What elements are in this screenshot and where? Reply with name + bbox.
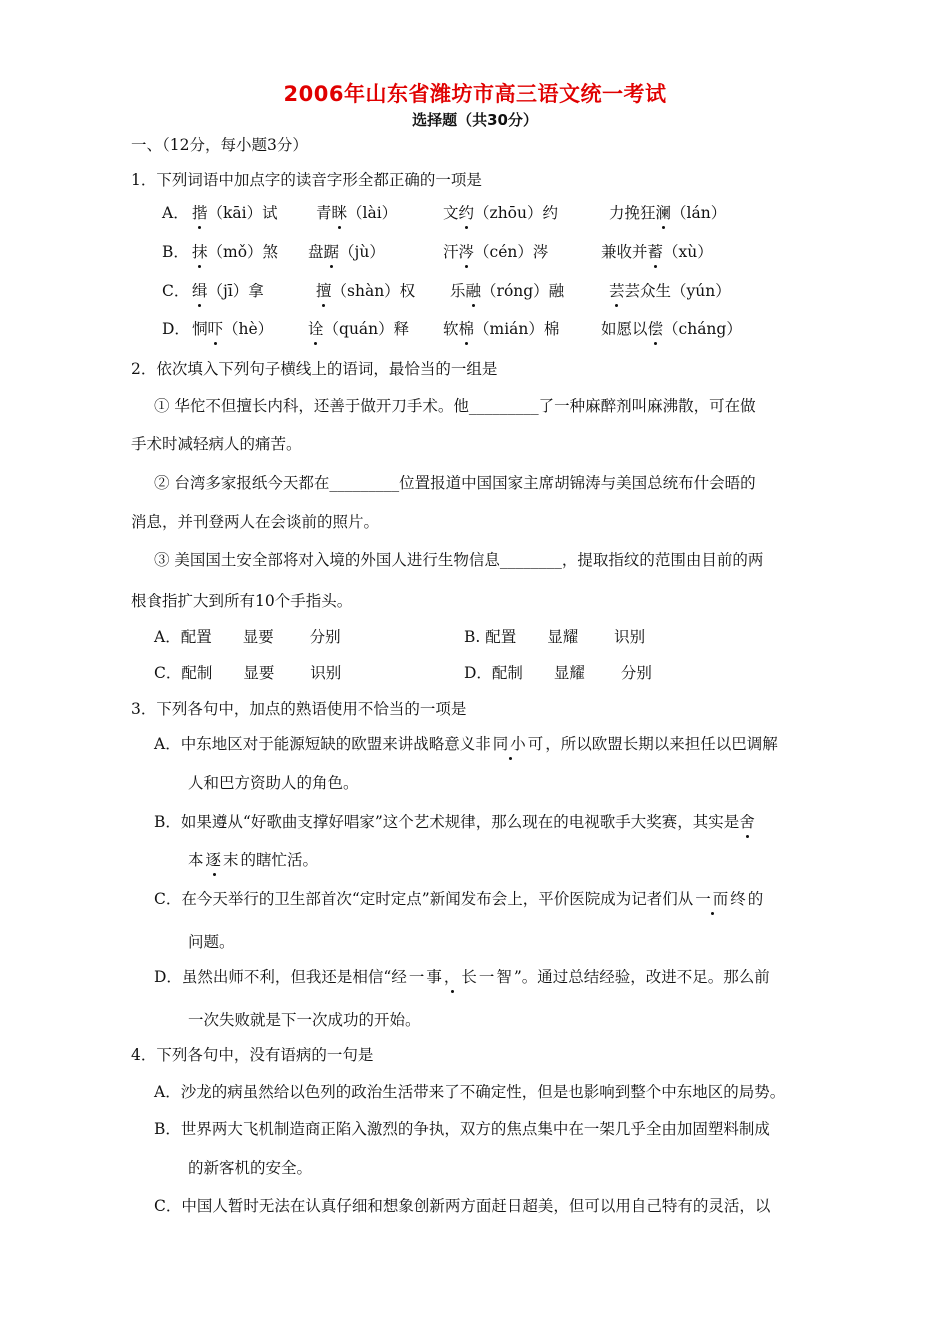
section-subtitle: 选择题（共30分） [412, 111, 538, 129]
q1-option-c-word-3: 乐融（róng）融 [450, 282, 565, 300]
q1-option-a-word-4: 力挽狂澜（lán） [609, 204, 727, 222]
q1-option-b-word-1: 抹（mǒ）煞 [192, 243, 279, 261]
q1-option-b-word-3: 汗涔（cén）涔 [443, 243, 549, 261]
question-4-stem: 4．下列各句中，没有语病的一句是 [131, 1046, 374, 1064]
q2-sentence-2-cont: 消息，并刊登两人在会谈前的照片。 [131, 513, 380, 531]
q1-option-d-word-4: 如愿以偿（cháng） [601, 320, 742, 338]
q1-option-b-word-4: 兼收并蓄（xù） [601, 243, 713, 261]
q1-option-a-label: A． [162, 204, 189, 222]
exam-title: 2006年山东省潍坊市高三语文统一考试 [283, 82, 667, 106]
q3-option-a-cont: 人和巴方资助人的角色。 [188, 774, 359, 792]
q1-option-d-word-2: 诠（quán）释 [308, 320, 410, 338]
q1-option-b-word-2: 盘踞（jù） [308, 243, 385, 261]
q2-sentence-2: ② 台湾多家报纸今天都在_________位置报道中国国家主席胡锦涛与美国总统布什会晤的 [154, 474, 756, 492]
q2-option-c: C．配制 显要 识别 [154, 664, 342, 682]
q1-option-a-word-3: 文约（zhōu）约 [443, 204, 558, 222]
q4-option-b: B．世界两大飞机制造商正陷入激烈的争执，双方的焦点集中在一架几乎全由加固塑料制成 [154, 1120, 770, 1138]
question-3-stem: 3．下列各句中，加点的熟语使用不恰当的一项是 [131, 700, 467, 718]
part-one-heading: 一、（12分，每小题3分） [131, 136, 308, 154]
q3-option-b: B．如果遵从“好歌曲支撑好唱家”这个艺术规律，那么现在的电视歌手大奖赛，其实是舍 [154, 813, 755, 831]
q1-option-a-word-1: 揩（kāi）试 [192, 204, 278, 222]
q1-option-d-word-3: 软棉（mián）棉 [443, 320, 560, 338]
q2-option-b: B. 配置 显耀 识别 [464, 628, 646, 646]
q3-option-d-cont: 一次失败就是下一次成功的开始。 [188, 1011, 421, 1029]
q2-sentence-1-cont: 手术时减轻病人的痛苦。 [131, 435, 302, 453]
q4-option-a: A．沙龙的病虽然给以色列的政治生活带来了不确定性，但是也影响到整个中东地区的局势。 [154, 1083, 786, 1101]
q2-sentence-3-cont: 根食指扩大到所有10个手指头。 [131, 592, 353, 610]
q1-option-c-word-1: 缉（jī）拿 [192, 282, 264, 300]
q2-option-a: A．配置 显要 分别 [154, 628, 341, 646]
q1-option-d-label: D． [162, 320, 190, 338]
q1-option-c-label: C． [162, 282, 190, 300]
q1-option-d-word-1: 恫吓（hè） [192, 320, 274, 338]
q1-option-c-word-4: 芸芸众生（yún） [609, 282, 731, 300]
question-1-stem: 1．下列词语中加点字的读音字形全都正确的一项是 [131, 171, 482, 189]
q1-option-b-label: B． [162, 243, 189, 261]
q3-option-c: C．在今天举行的卫生部首次“定时定点”新闻发布会上，平价医院成为记者们从一而终的 [154, 890, 764, 908]
q2-sentence-3: ③ 美国国土安全部将对入境的外国人进行生物信息________，提取指纹的范围由目前的两 [154, 551, 764, 569]
q2-option-d: D．配制 显耀 分别 [464, 664, 652, 682]
q3-option-a: A．中东地区对于能源短缺的欧盟来讲战略意义非同小可，所以欧盟长期以来担任以巴调解 [154, 735, 778, 753]
q1-option-a-word-2: 青眯（lài） [316, 204, 398, 222]
q3-option-c-cont: 问题。 [188, 933, 235, 951]
q4-option-c: C．中国人暂时无法在认真仔细和想象创新两方面赶日超美，但可以用自己特有的灵活，以 [154, 1197, 771, 1215]
q1-option-c-word-2: 擅（shàn）权 [316, 282, 416, 300]
q3-option-b-cont: 本逐末的瞎忙活。 [188, 851, 319, 869]
question-2-stem: 2．依次填入下列句子横线上的语词，最恰当的一组是 [131, 360, 498, 378]
q2-sentence-1: ① 华佗不但擅长内科，还善于做开刀手术。他_________了一种麻醉剂叫麻沸散，可在做 [154, 397, 756, 415]
q3-option-d: D．虽然出师不利，但我还是相信“经一事，长一智”。通过总结经验，改进不足。那么前 [154, 968, 770, 986]
q4-option-b-cont: 的新客机的安全。 [188, 1159, 313, 1177]
